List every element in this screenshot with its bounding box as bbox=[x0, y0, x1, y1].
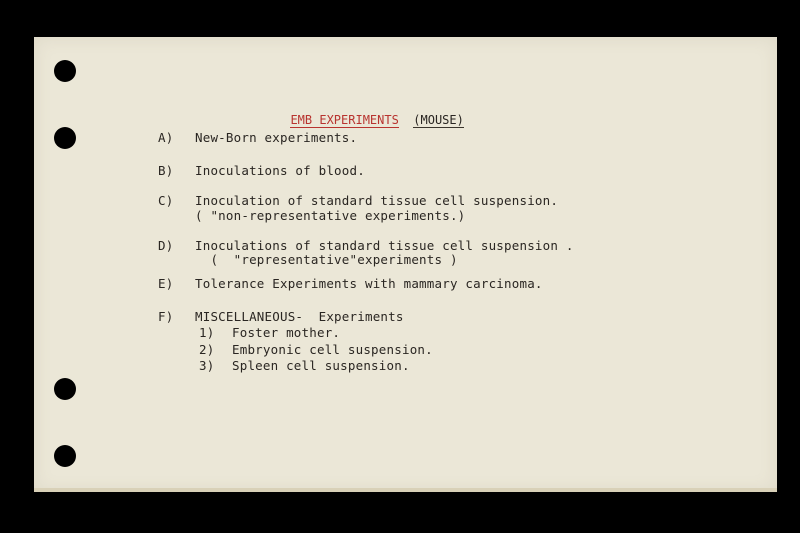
subitem-number: 1) bbox=[199, 325, 215, 340]
item-letter: C) bbox=[158, 193, 174, 208]
item-text: Tolerance Experiments with mammary carcinoma. bbox=[195, 276, 543, 291]
punch-hole-4 bbox=[54, 445, 76, 467]
item-text: Inoculations of blood. bbox=[195, 163, 365, 178]
item-letter: D) bbox=[158, 238, 174, 253]
subitem-number: 2) bbox=[199, 342, 215, 357]
card-title bbox=[276, 99, 464, 127]
item-text: MISCELLANEOUS- Experiments bbox=[195, 309, 404, 324]
item-letter: E) bbox=[158, 276, 174, 291]
item-text: Inoculation of standard tissue cell suspension. bbox=[195, 193, 559, 208]
punch-hole-2 bbox=[54, 127, 76, 149]
punch-hole-1 bbox=[54, 60, 76, 82]
item-text: New-Born experiments. bbox=[195, 130, 358, 145]
subitem-number: 3) bbox=[199, 358, 215, 373]
title-black-part: (MOUSE) bbox=[413, 113, 464, 127]
item-letter: B) bbox=[158, 163, 174, 178]
subitem-text: Spleen cell suspension. bbox=[232, 358, 410, 373]
subitem-text: Foster mother. bbox=[232, 325, 341, 340]
title-red-part: EMB EXPERIMENTS bbox=[290, 113, 399, 127]
item-text: Inoculations of standard tissue cell suspension . bbox=[195, 238, 574, 253]
card-edge bbox=[34, 488, 777, 492]
item-subtext: ( "non-representative experiments.) bbox=[195, 208, 466, 223]
item-letter: F) bbox=[158, 309, 174, 324]
subitem-text: Embryonic cell suspension. bbox=[232, 342, 433, 357]
item-subtext: ( "representative"experiments ) bbox=[195, 252, 458, 267]
punch-hole-3 bbox=[54, 378, 76, 400]
item-letter: A) bbox=[158, 130, 174, 145]
